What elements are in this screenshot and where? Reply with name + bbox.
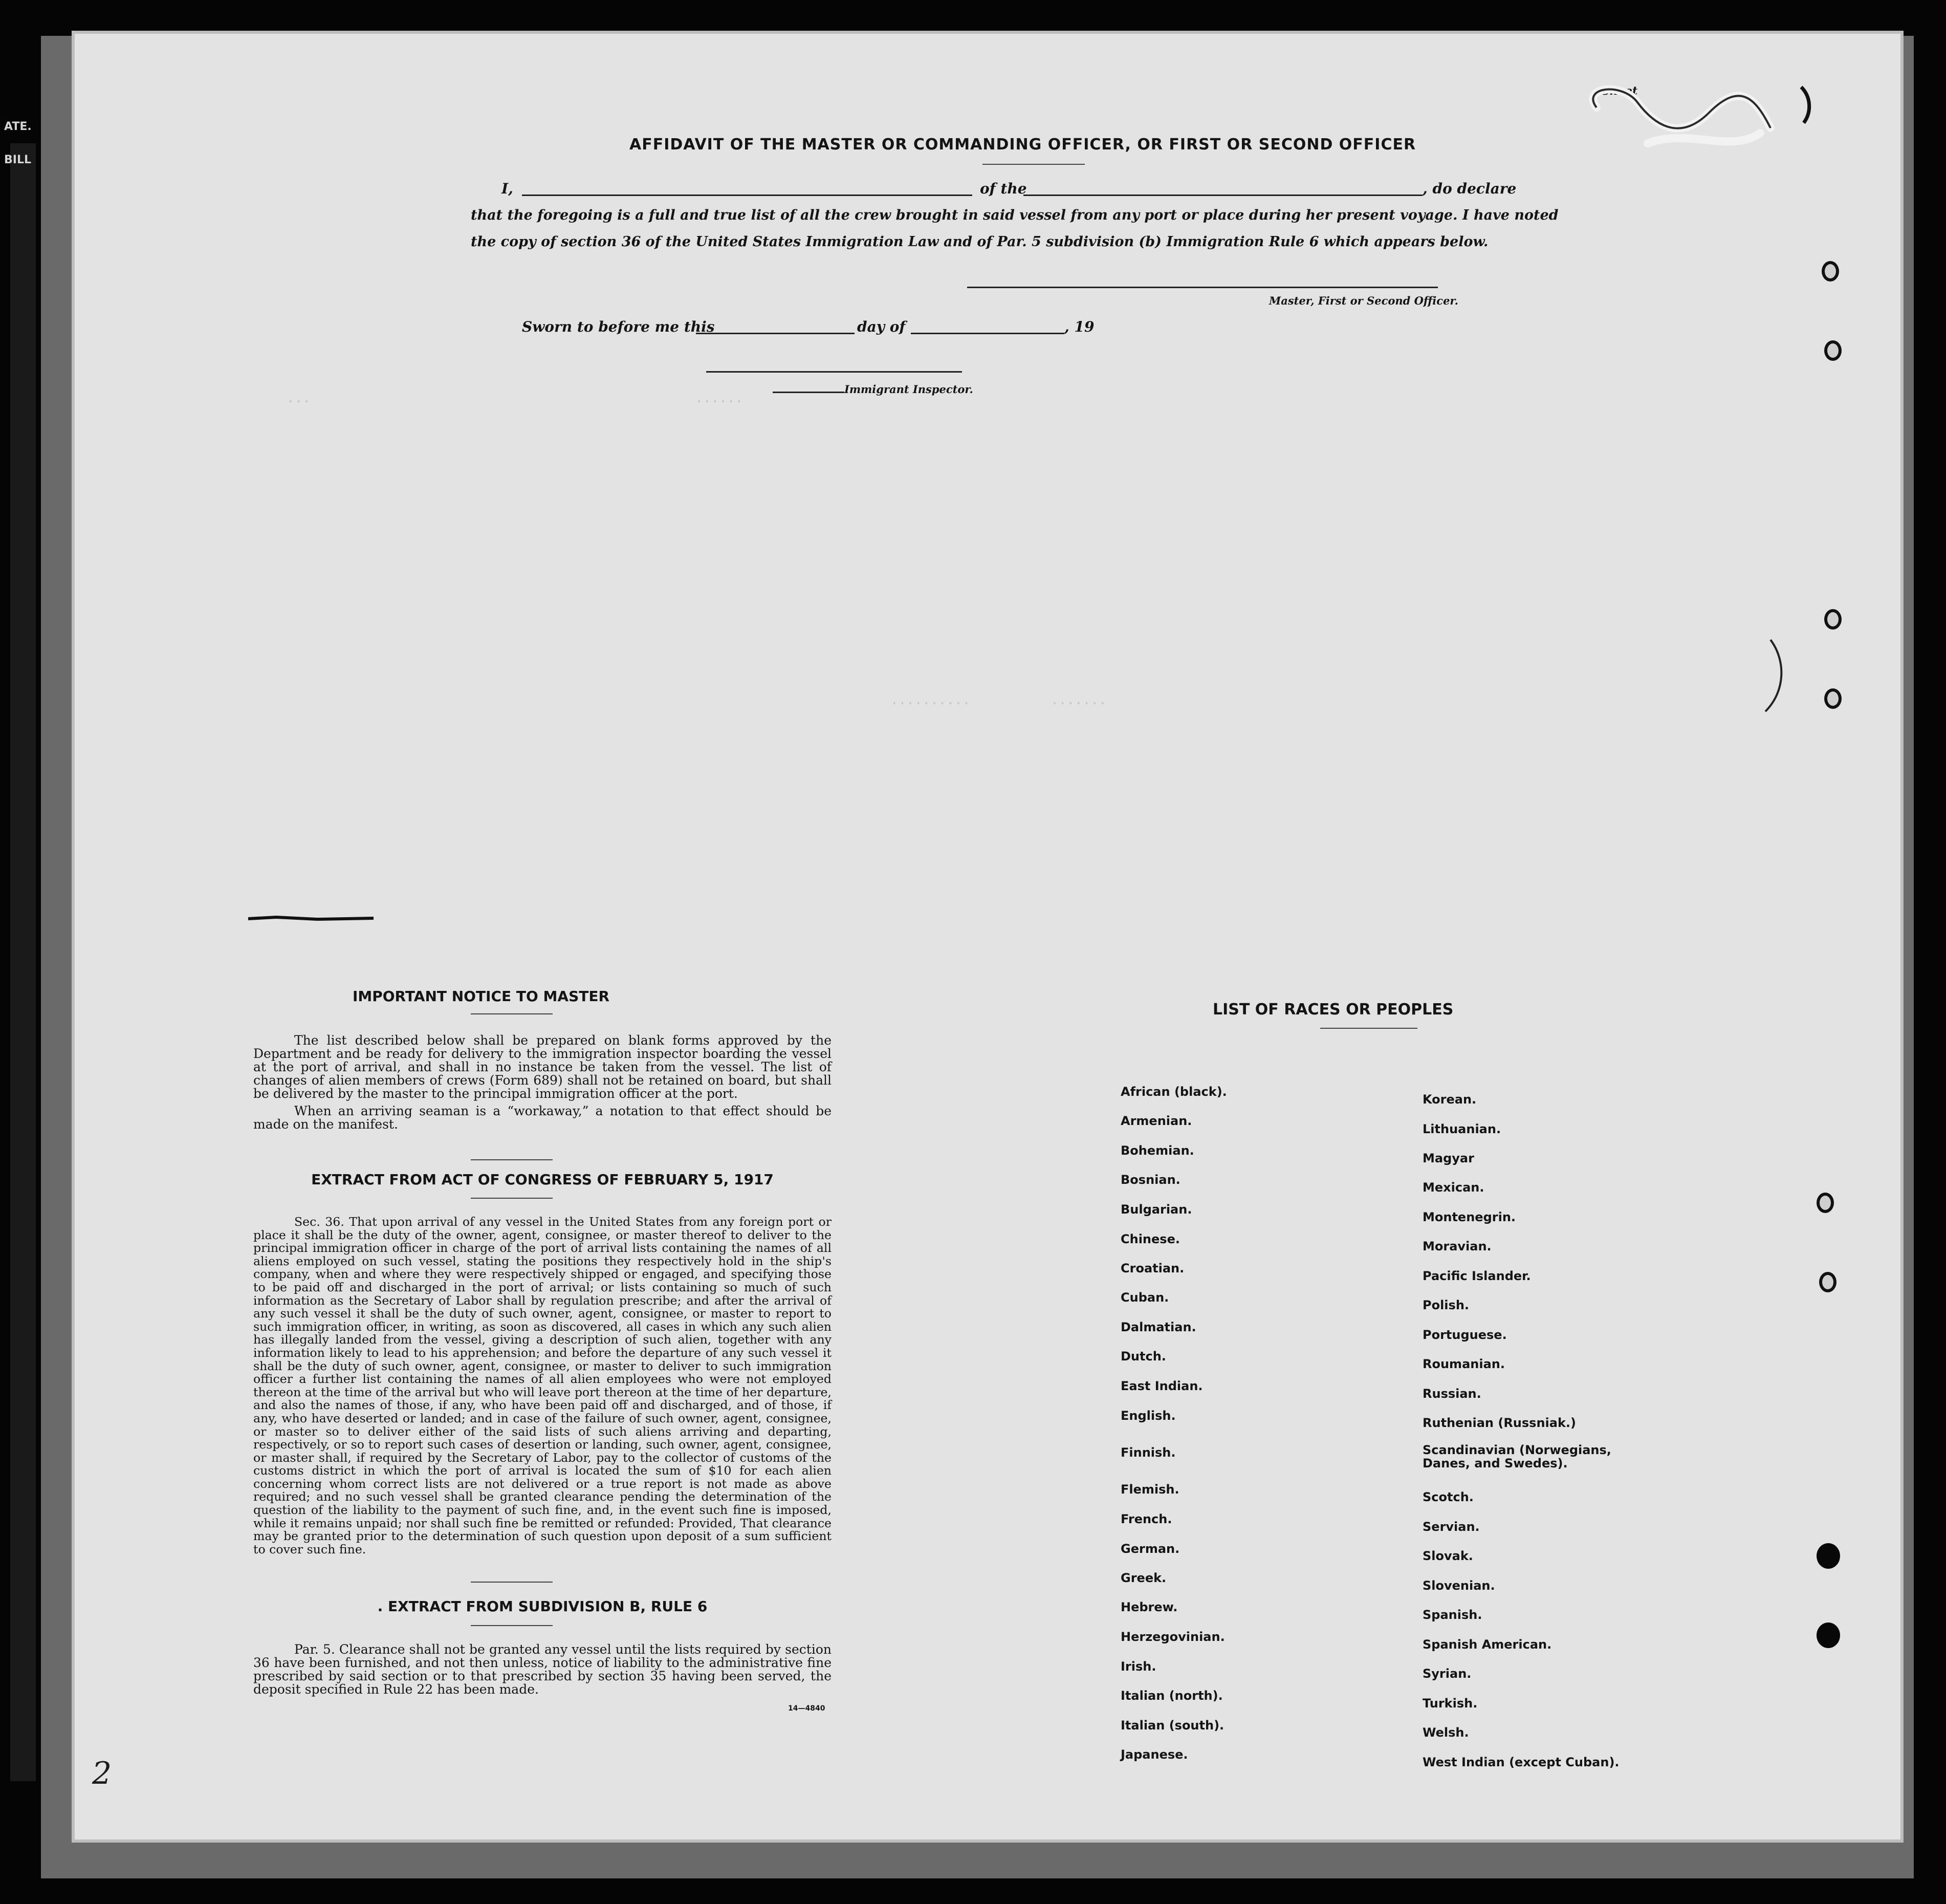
punch-hole [1824, 340, 1842, 361]
sworn-day-field[interactable] [696, 333, 855, 334]
inspector-signature-field[interactable] [706, 371, 962, 373]
race-item: Slovenian. [1423, 1578, 1495, 1593]
race-item: Pacific Islander. [1423, 1269, 1531, 1283]
race-item: Greek. [1121, 1571, 1167, 1585]
race-item: Italian (north). [1121, 1689, 1223, 1703]
race-item: German. [1121, 1542, 1180, 1556]
race-item: Moravian. [1423, 1239, 1492, 1253]
race-item: Finnish. [1121, 1445, 1176, 1460]
rule-extract-title: . EXTRACT FROM SUBDIVISION B, RULE 6 [377, 1598, 708, 1615]
race-item: Croatian. [1121, 1261, 1185, 1275]
race-item: Bohemian. [1121, 1143, 1194, 1158]
notice-paragraph-1: The list described below shall be prepared on blank forms approved by the Department and be ready for delivery to the immigration inspector boarding the vessel at the port of arrival, and shall in no instance be taken from the vessel. The list of changes of alien members of crews (Form 689) shall not be retained on board, but shall be delivered by the master to the principal immigration officer at the port. [253, 1033, 832, 1101]
declarant-name-field[interactable] [522, 194, 972, 196]
notice-body [253, 1034, 832, 1131]
manifest-back-page [72, 31, 1904, 1843]
race-item: Italian (south). [1121, 1718, 1225, 1733]
race-item: Scandinavian (Norwegians, Danes, and Swedes). [1423, 1443, 1611, 1470]
binding-edge [10, 143, 36, 1781]
ink-smudge [246, 911, 379, 926]
punch-hole [1819, 1272, 1836, 1292]
punch-hole [1822, 261, 1839, 282]
master-signature-label: Master, First or Second Officer. [1269, 294, 1458, 307]
pencil-number: 2 [92, 1756, 112, 1791]
race-item: Scotch. [1423, 1490, 1474, 1504]
act-extract-body [253, 1216, 832, 1556]
vessel-name-field[interactable] [1023, 194, 1423, 196]
race-item: Slovak. [1423, 1549, 1473, 1563]
punch-hole [1824, 609, 1842, 630]
race-item: Chinese. [1121, 1232, 1180, 1246]
race-item: Ruthenian (Russniak.) [1423, 1416, 1577, 1430]
race-item: Armenian. [1121, 1114, 1192, 1128]
race-item: Japanese. [1121, 1747, 1188, 1762]
race-item: Irish. [1121, 1659, 1156, 1674]
race-item: Syrian. [1423, 1667, 1472, 1681]
bleed-through-text: ··· ······ [287, 394, 744, 409]
races-title: LIST OF RACES OR PEOPLES [1213, 1001, 1454, 1019]
punch-hole [1817, 1622, 1840, 1648]
act-extract-title: EXTRACT FROM ACT OF CONGRESS OF FEBRUARY 5, 1917 [311, 1171, 774, 1188]
race-item: African (black). [1121, 1085, 1227, 1099]
race-item: Spanish American. [1423, 1637, 1552, 1652]
race-item: Herzegovinian. [1121, 1630, 1225, 1644]
margin-mark-top: ATE. [4, 120, 32, 133]
race-item: Lithuanian. [1423, 1122, 1501, 1136]
sheet-label: Sheet [1602, 84, 1638, 98]
pencil-mark [1760, 635, 1791, 717]
sheet-number-scribble [1576, 67, 1842, 169]
race-item: West Indian (except Cuban). [1423, 1755, 1620, 1769]
race-item: Mexican. [1423, 1180, 1484, 1195]
race-item: Korean. [1423, 1092, 1477, 1107]
race-item: Bulgarian. [1121, 1202, 1192, 1217]
par-5-text: Par. 5. Clearance shall not be granted any vessel until the lists required by section 36 have been furnished, and not then unless, notice of liability to the administrative fine prescribed by said section or to that prescribed by section 35 having been served, the deposit specified in Rule 22 has been made. [253, 1642, 832, 1697]
punch-hole [1817, 1193, 1834, 1213]
i-label: I, [501, 180, 513, 197]
master-signature-field[interactable] [967, 287, 1438, 288]
margin-mark-second: BILL [4, 154, 31, 166]
do-declare-label: , do declare [1423, 180, 1517, 197]
race-item: Turkish. [1423, 1696, 1478, 1711]
race-item: Welsh. [1423, 1725, 1469, 1740]
punch-hole [1817, 1543, 1840, 1569]
race-item: Bosnian. [1121, 1173, 1180, 1187]
sworn-month-field[interactable] [911, 333, 1064, 334]
notice-paragraph-2: When an arriving seaman is a “workaway,” a notation to that effect should be made on the manifest. [253, 1104, 832, 1132]
affidavit-line-2: that the foregoing is a full and true list of all the crew brought in said vessel from any port or place during her present voyage. I have noted [471, 207, 1559, 223]
day-of-label: day of [857, 318, 906, 335]
race-item: Cuban. [1121, 1290, 1169, 1305]
race-item: Dalmatian. [1121, 1320, 1196, 1334]
of-the-label: of the [980, 180, 1027, 197]
notice-title: IMPORTANT NOTICE TO MASTER [352, 988, 610, 1005]
race-item: English. [1121, 1409, 1176, 1423]
race-item: Polish. [1423, 1298, 1470, 1312]
year-label: , 19 [1064, 318, 1095, 335]
section-36-text: Sec. 36. That upon arrival of any vessel in the United States from any foreign port or place it shall be the duty of the owner, agent, consignee, or master thereof to deliver to the principal immigration officer in charge of the port of arrival lists containing the names of all aliens employed on such vessel, stating the positions they respectively hold in the ship's company, when and where they were respectively shipped or engaged, and specifying those to be paid off and discharged in the port of arrival; or lists containing so much of such information as the Secretary of Labor shall by regulation prescribe; and after the arrival of any such vessel it shall be the duty of such owner, agent, consignee, or master to report to such immigration officer, in writing, as soon as discovered, all cases in which any such alien has illegally landed from the vessel, giving a description of such alien, together with any information likely to lead to his apprehension; and before the departure of any such vessel it shall be the duty of such owner, agent, consignee, or master to deliver to such immigration officer a further list containing the names of all alien employees who were not employed thereon at the time of the arrival but who will leave port thereon at the time of her departure, and also the names of those, if any, who have been paid off and discharged, and of those, if any, who have deserted or landed; and in case of the failure of such owner, agent, consignee, or master so to deliver either of the said lists of such aliens arriving and departing, respectively, or so to report such cases of desertion or landing, such owner, agent, consignee, or master shall, if required by the Secretary of Labor, pay to the collector of customs of the customs district in which the port of arrival is located the sum of $10 for each alien concerning whom correct lists are not delivered or a true report is not made as above required; and no such vessel shall be granted clearance pending the determination of the question of the liability to the payment of such fine, and, in the event such fine is imposed, while it remains unpaid; nor shall such fine be remitted or refunded: Provided, That clearance may be granted prior to the determination of such question upon deposit of a sum sufficient to cover such fine. [253, 1215, 832, 1556]
affidavit-title: AFFIDAVIT OF THE MASTER OR COMMANDING OFFICER, OR FIRST OR SECOND OFFICER [629, 136, 1416, 154]
sworn-label: Sworn to before me this [522, 318, 715, 335]
affidavit-line-3: the copy of section 36 of the United States Immigration Law and of Par. 5 subdivision (b) Immigration Rule 6 which appears below. [471, 234, 1489, 250]
race-item: East Indian. [1121, 1379, 1203, 1393]
race-item: Montenegrin. [1423, 1210, 1516, 1224]
race-item: French. [1121, 1512, 1172, 1526]
race-item: Hebrew. [1121, 1600, 1178, 1614]
race-item: Roumanian. [1423, 1357, 1505, 1371]
race-item: Flemish. [1121, 1482, 1179, 1497]
race-item: Magyar [1423, 1151, 1474, 1165]
race-item: Dutch. [1121, 1349, 1166, 1364]
race-item: Russian. [1423, 1387, 1481, 1401]
race-item: Spanish. [1423, 1608, 1482, 1622]
inspector-label: Immigrant Inspector. [844, 383, 973, 396]
punch-hole [1824, 688, 1842, 709]
rule-extract-body [253, 1643, 832, 1696]
race-item: Servian. [1423, 1520, 1480, 1534]
race-item: Portuguese. [1423, 1328, 1507, 1342]
form-number: 14—4840 [788, 1704, 825, 1713]
bleed-through-text: ·········· ······· [890, 696, 1107, 711]
